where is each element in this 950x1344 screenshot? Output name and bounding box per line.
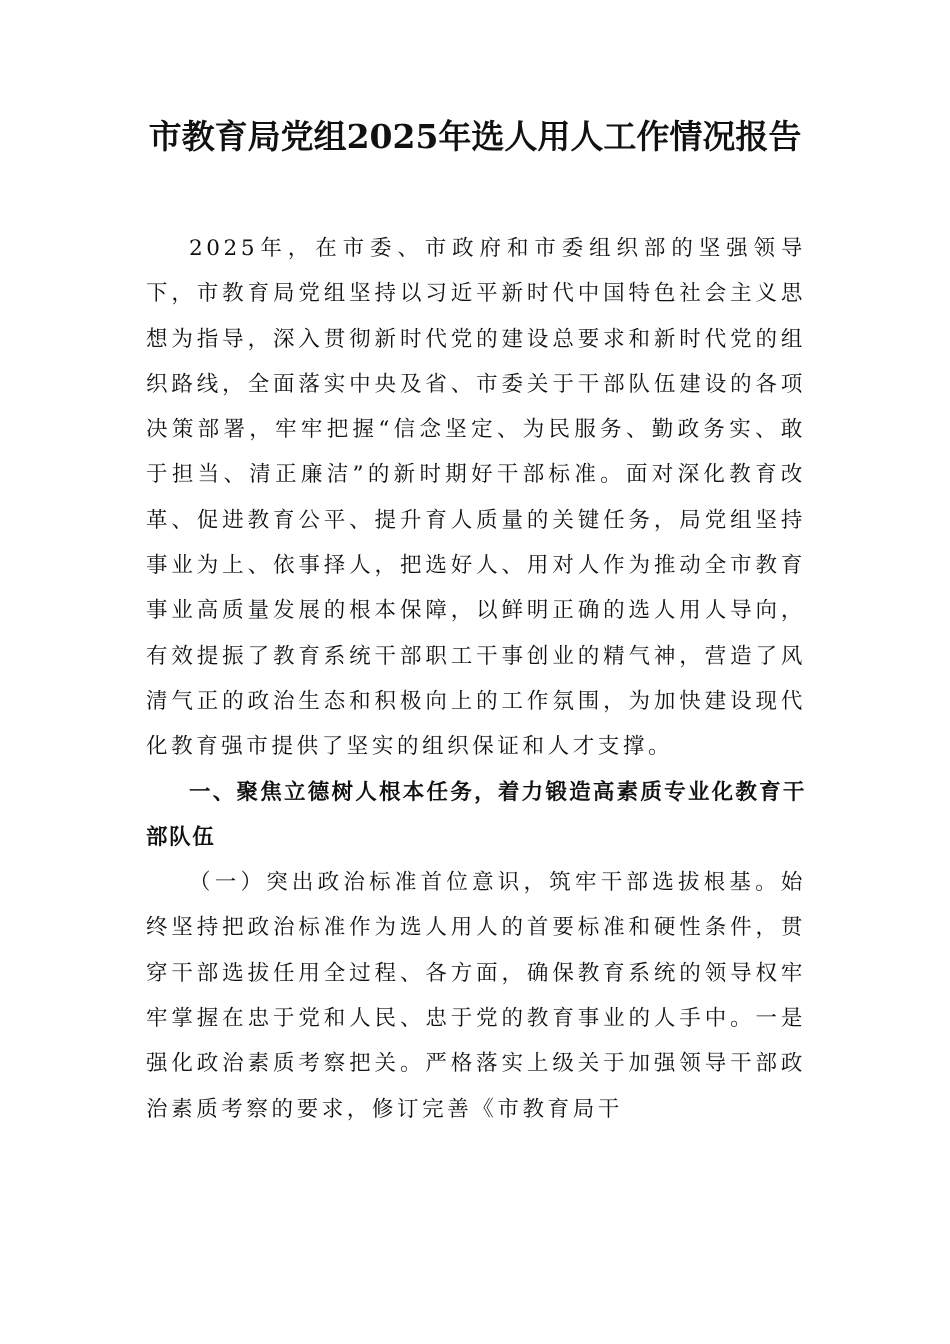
section-1-heading: 一、聚焦立德树人根本任务，着力锻造高素质专业化教育干部队伍 xyxy=(146,779,806,850)
intro-paragraph: 2025年，在市委、市政府和市委组织部的坚强领导下，市教育局党组坚持以习近平新时代中国特色社会主义思想为指导，深入贯彻新时代党的建设总要求和新时代党的组织路线，全面落实中央及省、市委关于干部队伍建设的各项决策部署，牢牢把握“信念坚定、为民服务、勤政务实、敢于担当、清正廉洁”的新时期好干部标准。面对深化教育改革、促进教育公平、提升育人质量的关键任务，局党组坚持事业为上、依事择人，把选好人、用对人作为推动全市教育事业高质量发展的根本保障，以鲜明正确的选人用人导向，有效提振了教育系统干部职工干事创业的精气神，营造了风清气正的政治生态和积极向上的工作氛围，为加快建设现代化教育强市提供了坚实的组织保证和人才支撑。 xyxy=(146,236,806,760)
subsection-1-paragraph xyxy=(146,860,806,1132)
subsection-1-text: 始终坚持把政治标准作为选人用人的首要标准和硬性条件，贯穿干部选拔任用全过程、各方面，确保教育系统的领导权牢牢掌握在忠于党和人民、忠于党的教育事业的人手中。一是强化政治素质考察把关。严格落实上级关于加强领导干部政治素质考察的要求，修订完善《市教育局干 xyxy=(146,870,806,1122)
subsection-1-heading: （一）突出政治标准首位意识，筑牢干部选拔根基。 xyxy=(189,870,781,896)
document-title: 市教育局党组2025年选人用人工作情况报告 xyxy=(148,117,802,156)
document-body xyxy=(146,226,806,1132)
